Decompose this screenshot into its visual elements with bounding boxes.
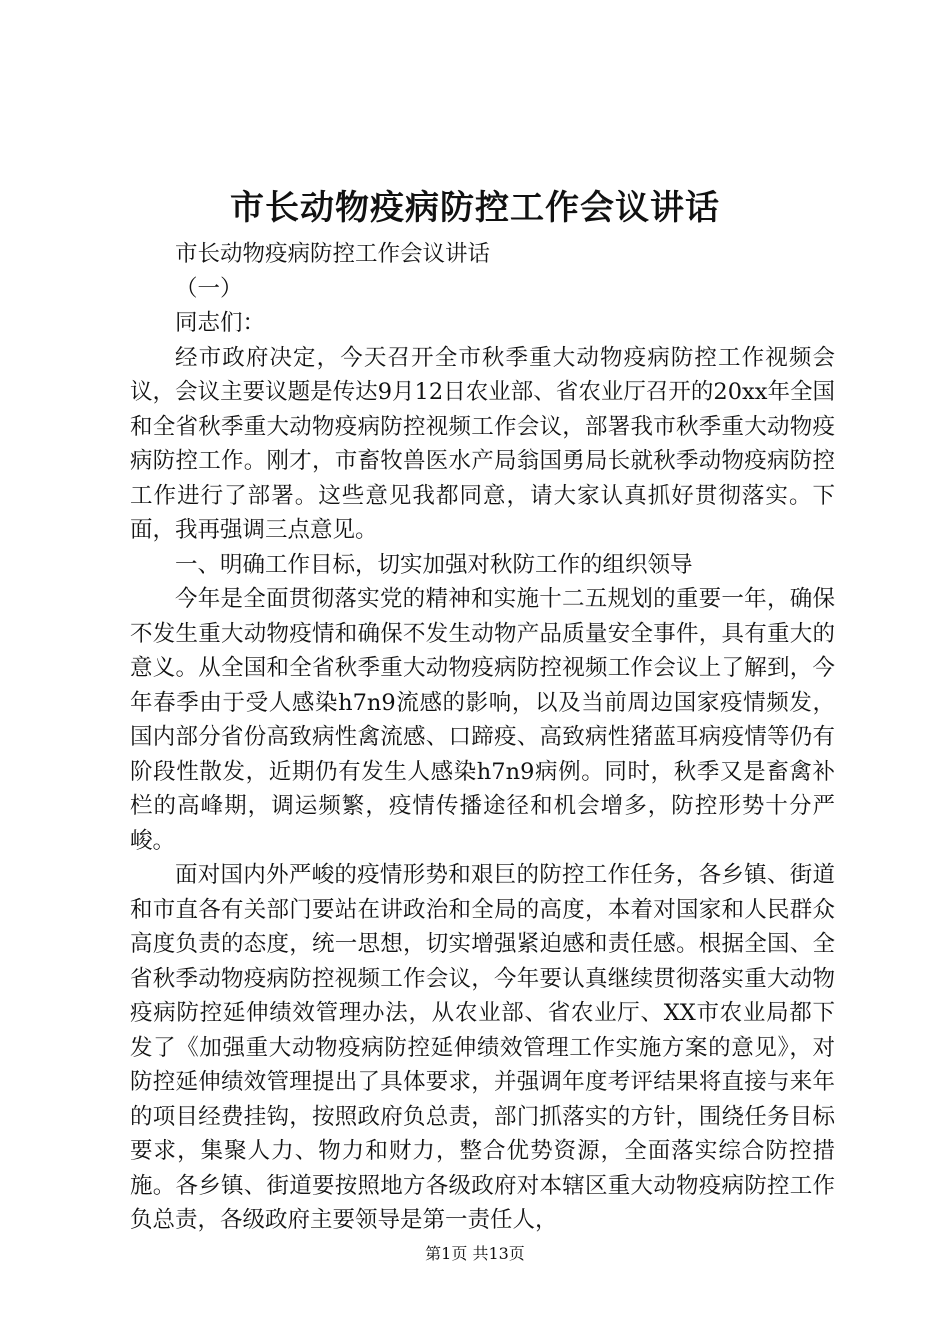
- document-body: [130, 237, 835, 1238]
- document-subtitle: 市长动物疫病防控工作会议讲话: [175, 241, 491, 267]
- part-marker: （一）: [175, 275, 243, 302]
- document-title: 市长动物疫病防控工作会议讲话: [230, 188, 720, 228]
- paragraph-opening: 经市政府决定，今天召开全市秋季重大动物疫病防控工作视频会议，会议主要议题是传达9月12日农业部、省农业厅召开的20xx年全国和全省秋季重大动物疫病防控视频工作会议，部署我市秋季重大动物疫病防控工作。刚才，市畜牧兽医水产局翁国勇局长就秋季动物疫病防控工作进行了部署。这些意见我都同意，请大家认真抓好贯彻落实。下面，我再强调三点意见。: [130, 344, 835, 543]
- section-heading-1: 一、明确工作目标，切实加强对秋防工作的组织领导: [175, 551, 693, 578]
- salutation: 同志们：: [175, 310, 266, 336]
- paragraph-requirements: 面对国内外严峻的疫情形势和艰巨的防控工作任务，各乡镇、街道和市直各有关部门要站在讲政治和全局的高度，本着对国家和人民群众高度负责的态度，统一思想，切实增强紧迫感和责任感。根据全国、全省秋季动物疫病防控视频工作会议，今年要认真继续贯彻落实重大动物疫病防控延伸绩效管理办法，从农业部、省农业厅、XX市农业局都下发了《加强重大动物疫病防控延伸绩效管理工作实施方案的意见》，对防控延伸绩效管理提出了具体要求，并强调年度考评结果将直接与来年的项目经费挂钩，按照政府负总责，部门抓落实的方针，围绕任务目标要求，集聚人力、物力和财力，整合优势资源，全面落实综合防控措施。各乡镇、街道要按照地方各级政府对本辖区重大动物疫病防控工作负总责，各级政府主要领导是第一责任人，: [130, 862, 835, 1233]
- page-footer: 第1页 共13页: [425, 1244, 525, 1263]
- paragraph-situation: 今年是全面贯彻落实党的精神和实施十二五规划的重要一年，确保不发生重大动物疫情和确保不发生动物产品质量安全事件，具有重大的意义。从全国和全省秋季重大动物疫病防控视频工作会议上了解到，今年春季由于受人感染h7n9流感的影响，以及当前周边国家疫情频发，国内部分省份高致病性禽流感、口蹄疫、高致病性猪蓝耳病疫情等仍有阶段性散发，近期仍有发生人感染h7n9病例。同时，秋季又是畜禽补栏的高峰期，调运频繁，疫情传播途径和机会增多，防控形势十分严峻。: [130, 586, 835, 854]
